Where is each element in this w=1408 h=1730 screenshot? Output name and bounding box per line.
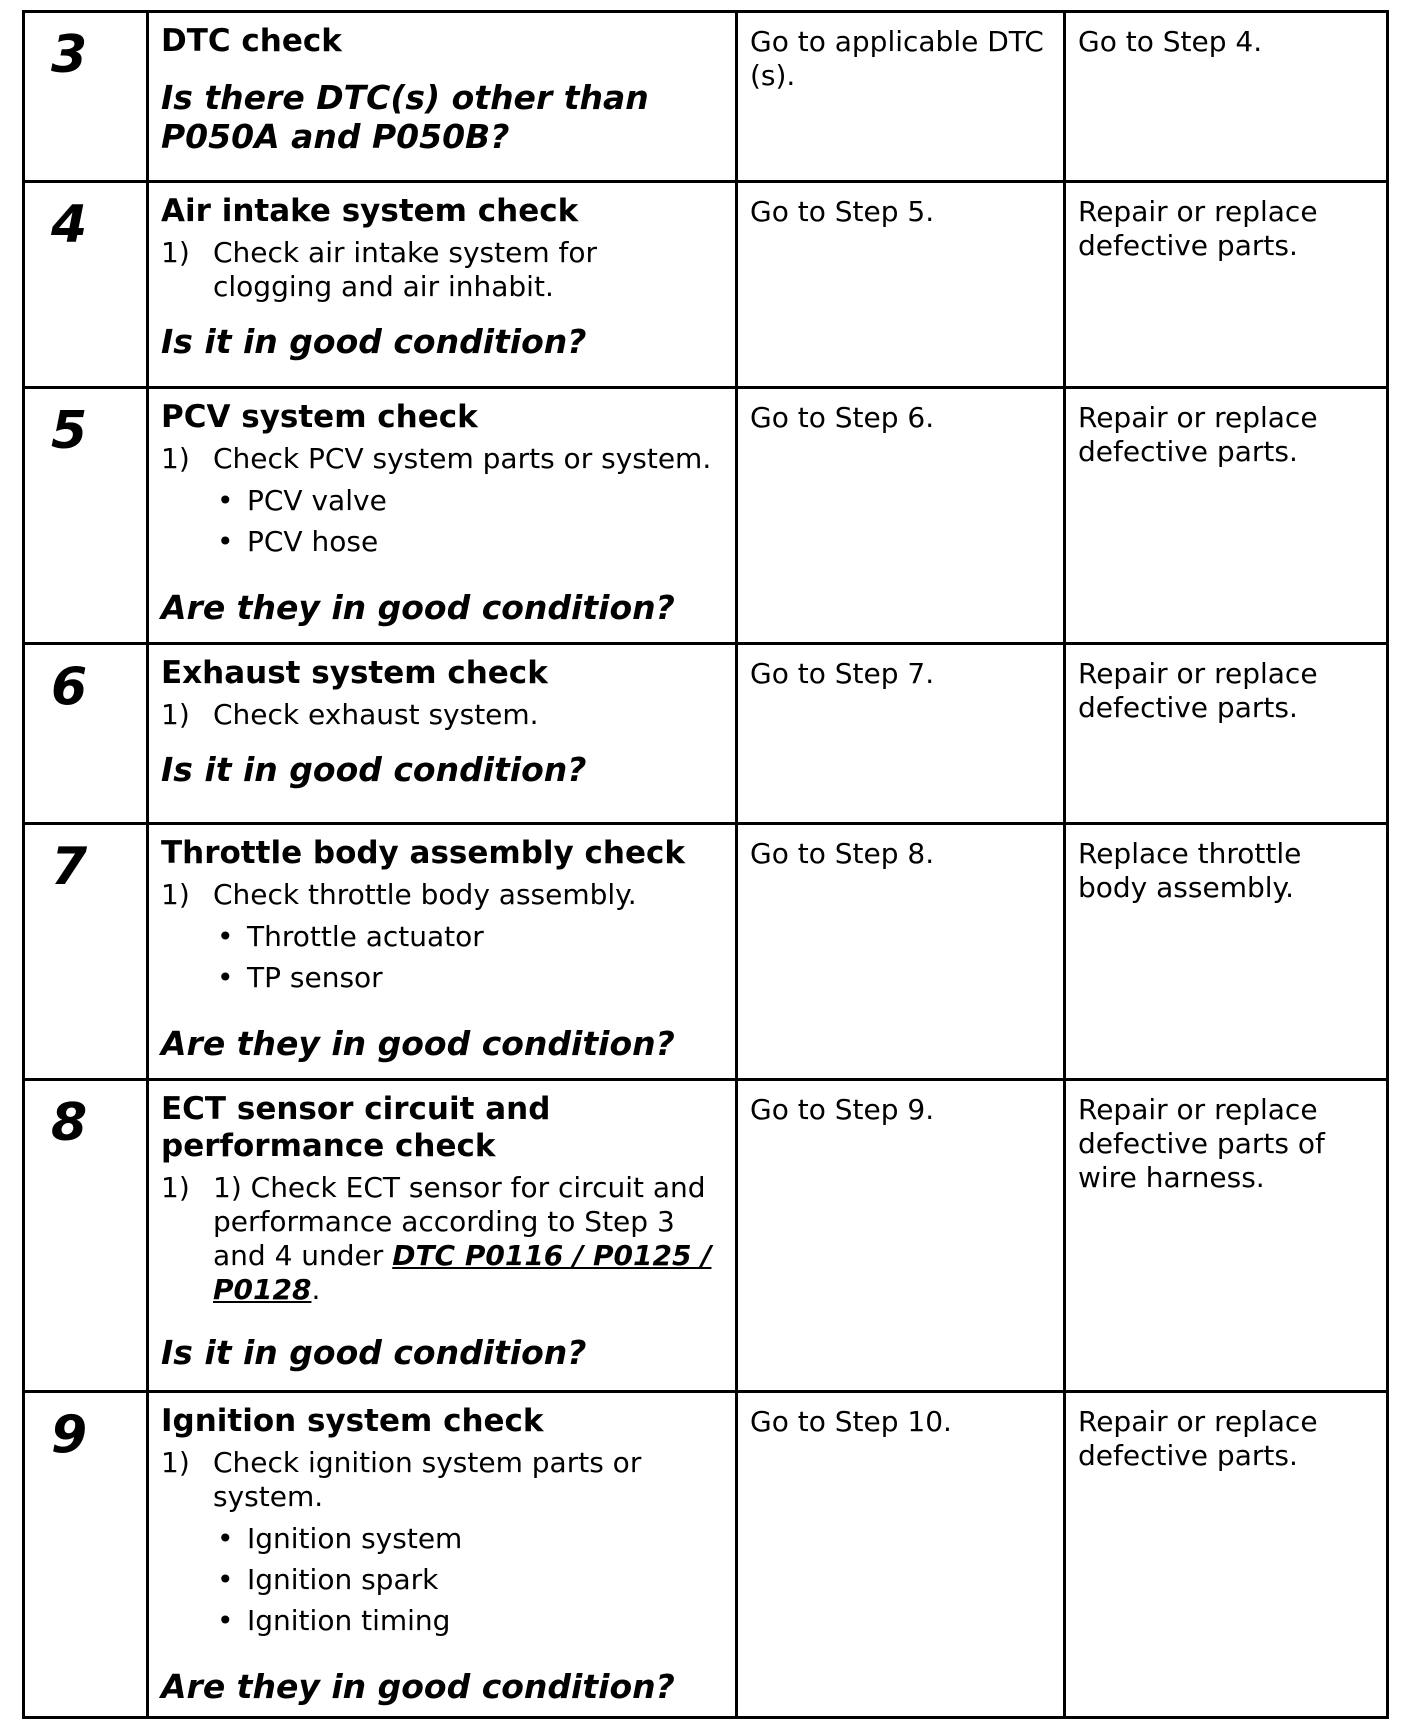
action-cell — [148, 644, 737, 824]
step-cell — [24, 824, 148, 1080]
procedure-step — [161, 442, 723, 562]
question: Is there DTC(s) other than P050A and P050B? — [161, 78, 649, 156]
action-title: Throttle body assembly check — [161, 835, 685, 871]
yes-cell: Go to applicable DTC (s). — [737, 12, 1065, 182]
procedure-text: Check PCV system parts or system. — [213, 442, 712, 475]
dtc-reference-link[interactable]: DTC P0116 / P0125 / P0128 — [213, 1239, 712, 1306]
yes-cell: Go to Step 10. — [737, 1392, 1065, 1718]
question: Are they in good condition? — [161, 1667, 675, 1706]
action-title: Air intake system check — [161, 193, 579, 229]
procedure-number: 1) — [161, 878, 190, 911]
yes-cell: Go to Step 8. — [737, 824, 1065, 1080]
action-title: ECT sensor circuit and performance check — [161, 1091, 551, 1164]
no-cell: Replace throttle body assembly. — [1065, 824, 1388, 1080]
bullet-item: • TP sensor — [213, 957, 723, 998]
question: Are they in good condition? — [161, 588, 675, 627]
action-title: Ignition system check — [161, 1403, 544, 1439]
question: Is it in good condition? — [161, 750, 587, 789]
procedure-text: 1) Check ECT sensor for circuit and performance according to Step 3 and 4 under — [213, 1171, 706, 1272]
yes-cell: Go to Step 5. — [737, 182, 1065, 388]
action-cell — [148, 1080, 737, 1392]
step-number: 8 — [51, 1093, 88, 1153]
yes-cell: Go to Step 6. — [737, 388, 1065, 644]
table-row — [24, 182, 1388, 388]
troubleshooting-table — [22, 10, 1389, 1719]
step-number: 6 — [51, 657, 88, 717]
procedure-number: 1) — [161, 442, 190, 475]
question: Is it in good condition? — [161, 1333, 587, 1372]
no-cell: Repair or replace defective parts. — [1065, 388, 1388, 644]
procedure-text: Check air intake system for clogging and air inhabit. — [213, 236, 598, 303]
procedure-step — [161, 1171, 723, 1307]
step-cell — [24, 388, 148, 644]
no-cell: Repair or replace defective parts. — [1065, 644, 1388, 824]
step-number: 4 — [51, 195, 88, 255]
bullet-list — [213, 480, 723, 562]
action-cell — [148, 1392, 737, 1718]
bullet-list — [213, 1518, 723, 1641]
step-cell — [24, 12, 148, 182]
procedure-step — [161, 698, 723, 732]
procedure-text: Check exhaust system. — [213, 698, 539, 731]
bullet-item: • Throttle actuator — [213, 916, 723, 957]
procedure-number: 1) — [161, 698, 190, 731]
table-row — [24, 644, 1388, 824]
step-number: 3 — [51, 25, 88, 85]
table-row — [24, 388, 1388, 644]
bullet-item: • PCV hose — [213, 521, 723, 562]
procedure-number: 1) — [161, 1171, 190, 1204]
procedure-step — [161, 236, 723, 304]
step-cell — [24, 1392, 148, 1718]
action-title: DTC check — [161, 23, 342, 59]
yes-cell: Go to Step 9. — [737, 1080, 1065, 1392]
step-cell — [24, 182, 148, 388]
table-row — [24, 1392, 1388, 1718]
bullet-list — [213, 916, 723, 998]
yes-cell: Go to Step 7. — [737, 644, 1065, 824]
bullet-item: • PCV valve — [213, 480, 723, 521]
bullet-item: • Ignition system — [213, 1518, 723, 1559]
procedure-number: 1) — [161, 1446, 190, 1479]
step-number: 5 — [51, 401, 88, 461]
action-cell — [148, 824, 737, 1080]
procedure-text: Check ignition system parts or system. — [213, 1446, 642, 1513]
procedure-text: Check throttle body assembly. — [213, 878, 637, 911]
procedure-text-end: . — [311, 1273, 321, 1306]
no-cell: Repair or replace defective parts of wire harness. — [1065, 1080, 1388, 1392]
step-cell — [24, 1080, 148, 1392]
action-cell — [148, 182, 737, 388]
action-cell — [148, 388, 737, 644]
step-cell — [24, 644, 148, 824]
procedure-number: 1) — [161, 236, 190, 269]
action-title: Exhaust system check — [161, 655, 548, 691]
bullet-item: • Ignition spark — [213, 1559, 723, 1600]
question: Are they in good condition? — [161, 1024, 675, 1063]
procedure-step — [161, 1446, 723, 1641]
procedure-list — [161, 878, 723, 998]
bullet-item: • Ignition timing — [213, 1600, 723, 1641]
procedure-list — [161, 1446, 723, 1641]
no-cell: Go to Step 4. — [1065, 12, 1388, 182]
procedure-list — [161, 236, 723, 304]
table-row — [24, 1080, 1388, 1392]
step-number: 9 — [51, 1405, 88, 1465]
table-row — [24, 824, 1388, 1080]
table-row — [24, 12, 1388, 182]
procedure-list — [161, 442, 723, 562]
step-number: 7 — [51, 837, 88, 897]
action-title: PCV system check — [161, 399, 478, 435]
procedure-step — [161, 878, 723, 998]
question: Is it in good condition? — [161, 322, 587, 361]
procedure-list — [161, 1171, 723, 1307]
procedure-list — [161, 698, 723, 732]
no-cell: Repair or replace defective parts. — [1065, 182, 1388, 388]
no-cell: Repair or replace defective parts. — [1065, 1392, 1388, 1718]
action-cell — [148, 12, 737, 182]
